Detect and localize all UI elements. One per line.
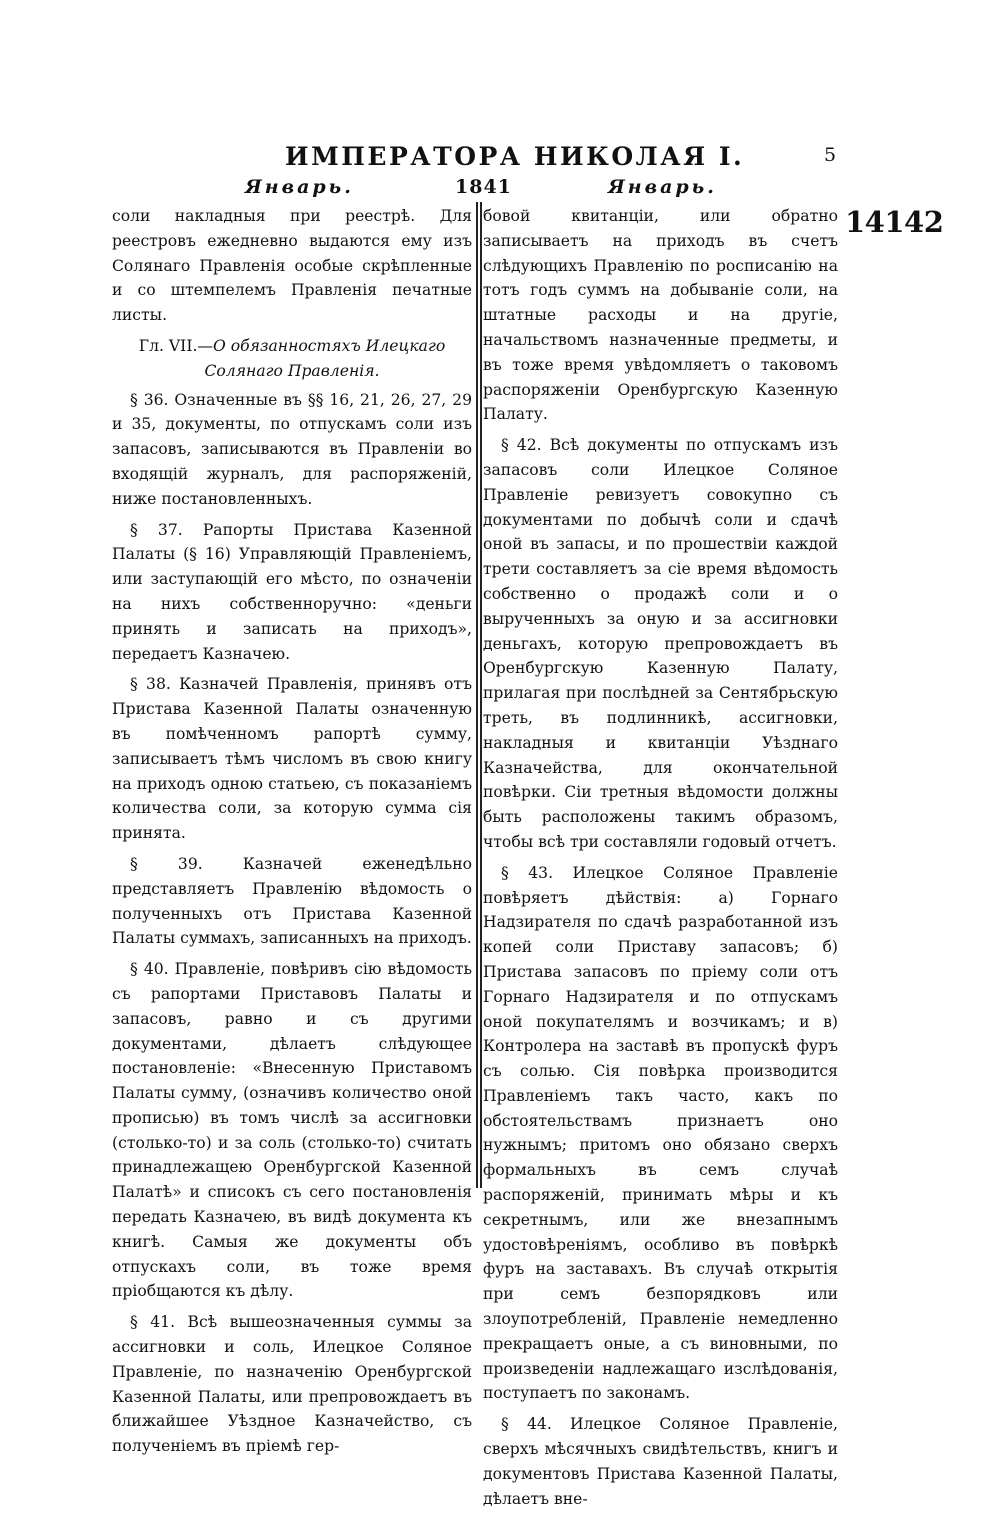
section-39: § 39. Казначей еженедѣльно представляетъ Правленію вѣдомость о полученныхъ отъ Пристава Казенной Палаты суммахъ, записанныхъ на приходъ.	[112, 854, 472, 948]
page-number: 5	[824, 144, 837, 166]
section-43: § 43. Илецкое Соляное Правленіе повѣряетъ дѣйствія: а) Горнаго Надзирателя по сдачѣ разработанной изъ копей соли Приставу запасовъ; б) Пристава запасовъ по пріему соли отъ Горнаго Надзирателя и по отпускамъ оной покупателямъ и возчикамъ; и в) Контролера на заставѣ въ пропускѣ фуръ съ солью. Сія повѣрка производится Правленіемъ такъ часто, какъ по обстоятельствамъ признаетъ оно нужнымъ; притомъ оно обязано сверхъ формальныхъ въ семъ случаѣ распоряженій, принимать мѣры и къ секретнымъ, или же внезапнымъ удостовѣреніямъ, особливо въ повѣркѣ фуръ на заставахъ. Въ случаѣ открытія при семъ безпорядковъ или злоупотребленій, Правленіе немедленно прекращаетъ оные, а съ виновными, по произведеніи надлежащаго изслѣдованія, поступаетъ по законамъ.	[483, 863, 838, 1403]
section-40: § 40. Правленіе, повѣривъ сію вѣдомость съ рапортами Приставовъ Палаты и запасовъ, равно и съ другими документами, дѣлаетъ слѣдующее постановленіе: «Внесенную Приставомъ Палаты сумму, (означивъ количество оной прописью) въ томъ числѣ за ассигновки (столько-то) и за соль (столько-то) считать принадлежащею Оренбургской Казенной Палатѣ» и списокъ съ сего постановленія передать Казначею, въ видѣ документа къ книгѣ. Самыя же документы объ отпускахъ соли, въ тоже время пріобщаются къ дѣлу.	[112, 960, 472, 1301]
running-title: ИМПЕРАТОРА НИКОЛАЯ I.	[285, 142, 745, 171]
month-right: Январь.	[608, 176, 717, 198]
right-column	[483, 204, 838, 1517]
paragraph-continuation: соли накладныя при реестрѣ. Для реестровъ ежедневно выдаются ему изъ Солянаго Правленія особые скрѣпленные и со штемпелемъ Правленія печатные листы.	[112, 207, 472, 325]
law-number: 14142	[845, 205, 944, 239]
chapter-heading	[112, 334, 472, 384]
date-line	[0, 176, 1000, 202]
section-42: § 42. Всѣ документы по отпускамъ изъ запасовъ соли Илецкое Соляное Правленіе ревизуетъ совокупно съ документами по добычѣ соли и сдачѣ оной въ запасы, и по прошествіи каждой трети составляетъ за сіе время вѣдомость собственно о продажѣ соли и о вырученныхъ за оную и за ассигновки деньгахъ, которую препровождаетъ въ Оренбургскую Казенную Палату, прилагая при послѣдней за Сентябрьскую треть, въ подлинникѣ, ассигновки, накладныя и квитанціи Уѣзднаго Казначейства, для окончательной повѣрки. Сіи третныя вѣдомости должны быть расположены такимъ образомъ, чтобы всѣ три составляли годовый отчетъ.	[483, 436, 838, 851]
paragraph-continuation: бовой квитанціи, или обратно записываетъ на приходъ въ счетъ слѣдующихъ Правленію по росписанію на тотъ годъ суммъ на добываніе соли, на штатные расходы и на другіе, начальствомъ назначенные предметы, и въ тоже время увѣдомляетъ о таковомъ распоряженіи Оренбургскую Казенную Палату.	[483, 207, 838, 424]
column-divider-right	[480, 202, 482, 1188]
section-36: § 36. Означенные въ §§ 16, 21, 26, 27, 29 и 35, документы, по отпускамъ соли изъ запасовъ, записываются въ Правленіи во входящій журналъ, для распоряженій, ниже постановленныхъ.	[112, 390, 472, 508]
chapter-label: Гл. VII.—	[138, 336, 214, 355]
column-divider-left	[476, 202, 478, 1188]
section-37: § 37. Рапорты Пристава Казенной Палаты (§ 16) Управляющій Правленіемъ, или заступающій его мѣсто, по означеніи на нихъ собственноручно: «деньги принять и записать на приходъ», передаетъ Казначею.	[112, 520, 472, 663]
section-38: § 38. Казначей Правленія, принявъ отъ Пристава Казенной Палаты означенную въ помѣченномъ рапортѣ сумму, записываетъ тѣмъ числомъ въ свою книгу на приходъ одною статьею, съ показаніемъ количества соли, за которую сумма сія принята.	[112, 675, 472, 843]
chapter-title: О обязанностяхъ Илецкаго Солянаго Правленія.	[204, 336, 446, 380]
section-44: § 44. Илецкое Соляное Правленіе, сверхъ мѣсячныхъ свидѣтельствъ, книгъ и документовъ Пристава Казенной Палаты, дѣлаетъ вне-	[483, 1415, 838, 1508]
month-left: Январь.	[245, 176, 354, 198]
section-41: § 41. Всѣ вышеозначенныя суммы за ассигновки и соль, Илецкое Соляное Правленіе, по назначенію Оренбургской Казенной Палаты, или препровождаетъ въ ближайшее Уѣздное Казначейство, съ полученіемъ въ пріемѣ гер-	[112, 1313, 472, 1456]
page-header	[0, 142, 1000, 172]
year: 1841	[455, 176, 512, 198]
left-column	[112, 204, 472, 1465]
